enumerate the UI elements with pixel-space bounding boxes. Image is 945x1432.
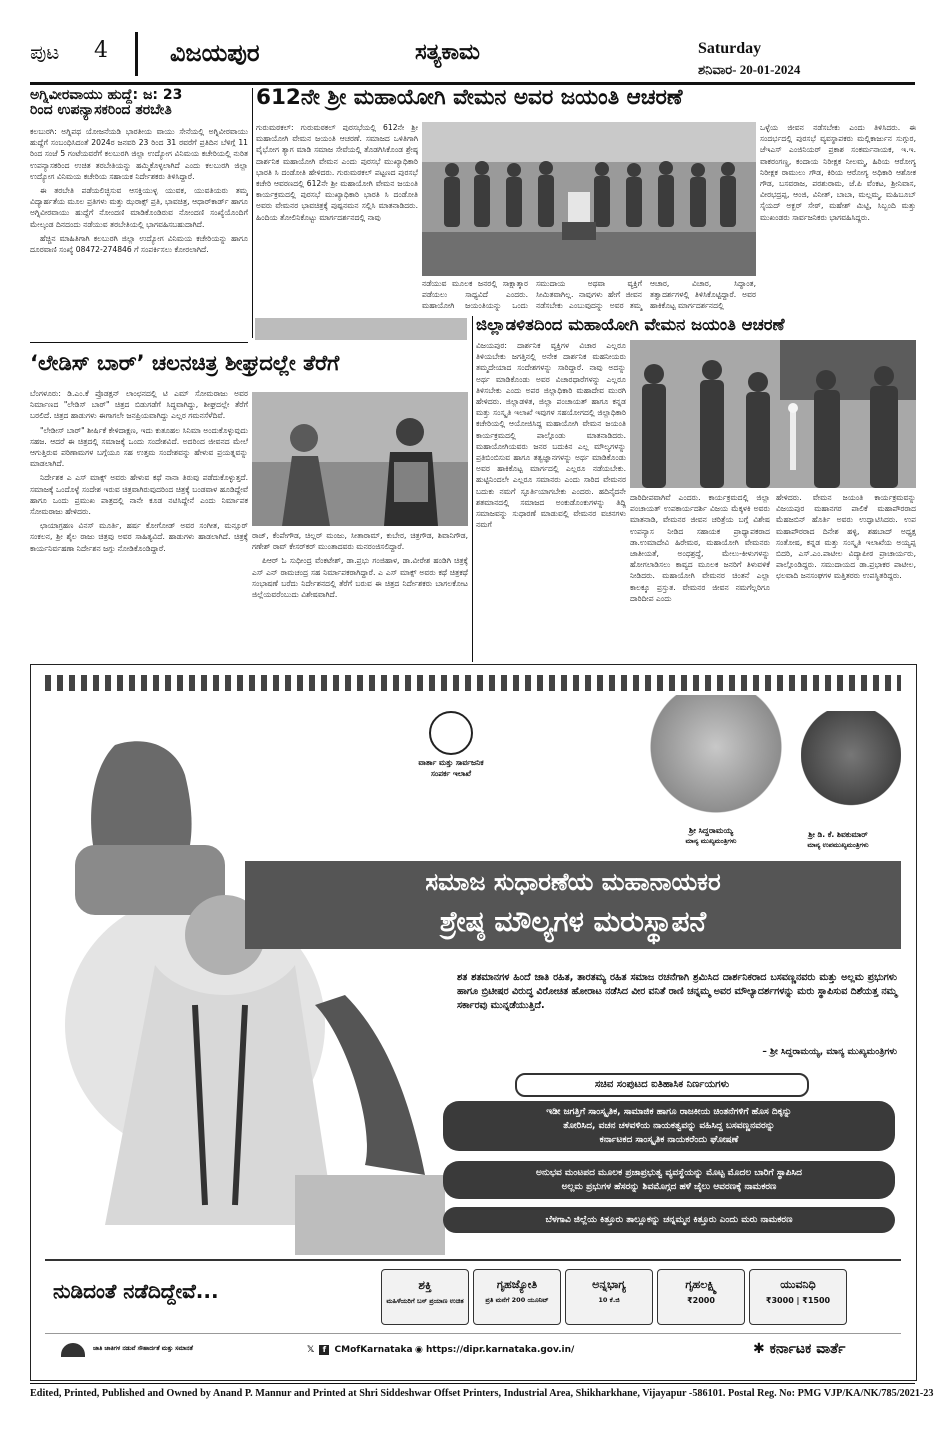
brand-star-icon: ✱	[753, 1341, 765, 1357]
ladies-bar-photo	[252, 392, 468, 526]
scheme-name: ಗೃಹಜ್ಯೋತಿ	[496, 1278, 538, 1291]
reformers-illustration	[45, 705, 465, 1265]
column-rule	[252, 88, 253, 338]
column-rule	[30, 342, 248, 343]
scheme-name: ಗೃಹಲಕ್ಷ್ಮಿ	[685, 1278, 717, 1291]
cm-quote: ಶತ ಶತಮಾನಗಳ ಹಿಂದೆ ಜಾತಿ ರಹಿತ, ತಾರತಮ್ಯ ರಹಿತ ಸಮಾಜ ರಚನೆಗಾಗಿ ಶ್ರಮಿಸಿದ ದಾರ್ಶನಿಕರಾದ ಬಸವಣ್ಣನವರು ಮತ್ತು ಅಲ್ಲಮ ಪ್ರಭುಗಳು ಹಾಗೂ ಬ್ರಿಟೀಷರ ವಿರುದ್ಧ ವಿರೋಚಿತ ಹೋರಾಟ ನಡೆಸಿದ ವೀರ ವನಿತೆ ರಾಣಿ ಚನ್ನಮ್ಮ ಅವರ ಮೌಲ್ಯಾದರ್ಶಗಳನ್ನು ಮರು ಸ್ಥಾಪಿಸುವ ದಿಶೆಯತ್ತ ನಮ್ಮ ಸರ್ಕಾರವು ಮುನ್ನಡೆಯುತ್ತಿದೆ.	[457, 972, 897, 1011]
ladies-bar-para-1: ಬೆಂಗಳೂರು: ಡಿ.ಎಂ.ಕೆ ಪ್ರೊಡಕ್ಷನ್ ಲಾಂಛನದಲ್ಲಿ ಟಿ ಎಮ್ ಸೋಮರಾಜು ಅವರ ನಿರ್ಮಾಣದ "ಲೇಡಿಸ್ ಬಾರ್" ಚಿತ್ರದ ಬಿಡುಗಡೆಗೆ ಸಿದ್ಧವಾಗಿದ್ದು, ಶೀಘ್ರದಲ್ಲೇ ತೆರೆಗೆ ಬರಲಿದೆ. ಚಿತ್ರದ ಹಾಡುಗಳು ಈಗಾಗಲೇ ಜನಪ್ರಿಯವಾಗಿದ್ದು ಎಲ್ಲರ ಗಮನಸೆಳೆದಿವೆ.	[30, 389, 248, 421]
ladies-bar-body	[30, 388, 248, 660]
ladies-bar-below-photo-1: ರಾಜ್, ಕೆಂಪೇಗೌಡ, ಚಿಲ್ಲರ್ ಮಂಜು, ಸೀತಾರಾಮ್, ಕುಬೇರ, ಚಿತ್ರಗೌಡ, ಶಿವಾನಿಗೌಡ, ಗಣೇಶ್ ರಾವ್ ಕೇಸರ್‌ಕರ್ ಮುಂತಾದವರು ಮನರಂಜಿಸಲಿದ್ದಾರೆ.	[252, 531, 468, 552]
masthead-divider	[135, 32, 138, 76]
decorative-border-top	[45, 675, 901, 691]
vemana-under-photo: ನಡೆಯುವ ಮೂಲಕ ಜನರಲ್ಲಿ ಸಾಕ್ಷಾತ್ಕಾರ ಪಡೆಯಲು ಸಾಧ್ಯವಿದೆ ಎಂದರು. ಮಹಾಯೋಗಿ ಜಯಂತಿಯನ್ನು ಒಂದು ಸಮುದಾಯ ಅಥವಾ ವ್ಯಕ್ತಿಗೆ ಸೀಮಿತವಾಗಿಲ್ಲ. ನಾವುಗಳು ಹೇಗೆ ಜೀವನ ನಡೆಸಬೇಕು ಎಂಬುವುದನ್ನು ಅವರ ತಮ್ಮ ಆಚಾರ, ವಿಚಾರ, ಸಿದ್ಧಾಂತ, ತತ್ವಾದರ್ಶಗಳಲ್ಲಿ ತಿಳಿಸಿಕೊಟ್ಟಿದ್ದಾರೆ. ಅವರ ಹಾಕಿಕೊಟ್ಟ ಮಾರ್ಗದರ್ಶನದಲ್ಲಿ	[422, 279, 756, 311]
dcm-caption	[773, 829, 903, 851]
dcm-name: ಶ್ರೀ ಡಿ. ಕೆ. ಶಿವಕುಮಾರ್	[808, 830, 868, 839]
brand-name: ಕರ್ನಾಟಕ ವಾರ್ತೆ	[769, 1341, 846, 1357]
dcm-portrait	[801, 711, 901, 821]
department-name-line-1: ವಾರ್ತಾ ಮತ್ತು ಸಾರ್ವಜನಿಕ	[418, 758, 484, 767]
website	[415, 1345, 574, 1355]
footer-note: ಜಾತಿ ಜಾತಿಗಳ ನಡುವೆ ಸೌಹಾರ್ದತೆ ಮತ್ತು ಸಮಾನತೆ	[93, 1345, 193, 1352]
ladies-bar-headline: ‘ಲೇಡಿಸ್ ಬಾರ್’ ಚಲನಚಿತ್ರ ಶೀಘ್ರದಲ್ಲೇ ತೆರೆಗೆ	[30, 351, 340, 375]
paper-name: ಸತ್ಯಕಾಮ	[415, 39, 480, 65]
cm-caption	[631, 825, 791, 847]
brand-mark	[753, 1341, 845, 1357]
day-english: Saturday	[698, 40, 762, 57]
column-rule	[472, 316, 473, 662]
scheme-logo-gruhalakshmi	[657, 1269, 745, 1325]
decision-card-1	[443, 1101, 895, 1151]
district-headline: ಜಿಲ್ಲಾಡಳಿತದಿಂದ ಮಹಾಯೋಗಿ ವೇಮನ ಜಯಂತಿ ಆಚರಣೆ	[476, 315, 785, 334]
decision-1-line-1: ಇಡೀ ಜಗತ್ತಿಗೆ ಸಾಂಸ್ಕೃತಿಕ, ಸಾಮಾಜಿಕ ಹಾಗೂ ರಾಜಕೀಯ ಚಿಂತನೆಗಳಿಗೆ ಹೊಸ ದಿಕ್ಕನ್ನು	[546, 1107, 792, 1117]
dcm-title: ಮಾನ್ಯ ಉಪಮುಖ್ಯಮಂತ್ರಿಗಳು	[807, 841, 869, 849]
cm-portrait	[641, 695, 791, 825]
cm-name: ಶ್ರೀ ಸಿದ್ದರಾಮಯ್ಯ	[688, 826, 734, 835]
scheme-sub: ₹2000	[687, 1296, 715, 1305]
agniveer-para-2: ಈ ತರಬೇತಿ ಪಡೆಯಲಿಚ್ಛಿಸುವ ಆಸಕ್ತಿಯುಳ್ಳ ಯುವಕ, ಯುವತಿಯರು ತಮ್ಮ ವಿದ್ಯಾರ್ಹತೆಯ ಮೂಲ ಪ್ರತಿಗಳು ಮತ್ತು ಝರಾಕ್ಸ್ ಪ್ರತಿ, ಭಾವಚಿತ್ರ, ಆಧಾರ್‌ಕಾರ್ಡ್ ಹಾಗೂ ಅಗ್ನಿವೀರವಾಯು ಹುದ್ದೆಗೆ ನೋಂದಣಿ ಮಾಡಿಕೊಂಡಿರುವ ನೋಂದಣಿ ಸಂಖ್ಯೆಯೊಂದಿಗೆ ಮೇಲ್ಕಂಡ ದಿನದಂದು ನಡೆಯುವ ತರಬೇತಿಯಲ್ಲಿ ಭಾಗವಹಿಸಬಹುದಾಗಿದೆ.	[30, 186, 248, 229]
footer-rule	[45, 1333, 901, 1334]
district-col-2: ದಾರಿದೀಪವಾಗಿವೆ ಎಂದರು. ಕಾರ್ಯಕ್ರಮದಲ್ಲಿ ಜಿಲ್ಲಾ ಪಂಚಾಯತ್ ಉಪಕಾರ್ಯದರ್ಶಿ ವಿಜಯ ಮೆಕ್ಕಳಕಿ ಅವರು ಮಾತನಾಡಿ, ವೇಮನರ ಜೀವನ ಚರಿತ್ರೆಯ ಬಗ್ಗೆ ವಿಶೇಷ ಉಪನ್ಯಾಸ ನೀಡಿದ ಸಹಾಯಕ ಪ್ರಾಧ್ಯಾಪಕರಾದ ಡಾ.ಉಮಾದೇವಿ ಹಿರೇಮಠ, ಮಹಾಯೋಗಿ ವೇಮನರು ಜಾತೀಯತೆ, ಅಂಧಶ್ರದ್ಧೆ, ಮೇಲು-ಕೀಳುಗಳನ್ನು ಹೋಗಲಾಡಿಸಲು ಕಾವ್ಯದ ಮೂಲಕ ಜನರಿಗೆ ತಿಳುವಳಿಕೆ ನೀಡಿದರು. ಮಹಾಯೋಗಿ ವೇಮನರ ಚಿಂತನೆ ಎಲ್ಲಾ ಕಾಲಕ್ಕೂ ಪ್ರಸ್ತುತ. ವೇಮನರ ಜೀವನ ನಮಗೆಲ್ಲರಿಗೂ ದಾರಿದೀಪ ಎಂದು	[630, 493, 770, 603]
scheme-sub: ₹3000 | ₹1500	[765, 1296, 831, 1305]
quote-attribution: – ಶ್ರೀ ಸಿದ್ದರಾಮಯ್ಯ, ಮಾನ್ಯ ಮುಖ್ಯಮಂತ್ರಿಗಳು	[762, 1047, 897, 1057]
movie-still-illustration	[252, 392, 468, 526]
imprint-rule	[30, 1383, 915, 1384]
agniveer-para-3: ಹೆಚ್ಚಿನ ಮಾಹಿತಿಗಾಗಿ ಕಲಬುರಗಿ ಜಿಲ್ಲಾ ಉದ್ಯೋಗ ವಿನಿಮಯ ಕಚೇರಿಯನ್ನು ಹಾಗೂ ದೂರವಾಣಿ ಸಂಖ್ಯೆ 08472-274846 ಗೆ ಸಂಪರ್ಕಿಸಲು ಕೋರಲಾಗಿದೆ.	[30, 233, 248, 255]
facebook-icon: f	[319, 1345, 329, 1355]
masthead	[30, 30, 915, 82]
decision-3-line-1: ಬೆಳಗಾವಿ ಜಿಲ್ಲೆಯ ಕಿತ್ತೂರು ತಾಲ್ಲೂಕನ್ನು ಚನ್ನಮ್ಮನ ಕಿತ್ತೂರು ಎಂದು ಮರು ನಾಮಕರಣ	[545, 1215, 793, 1225]
decision-1-line-2: ತೋರಿಸಿದ, ವಚನ ಚಳವಳಿಯ ನಾಯಕತ್ವವನ್ನು ವಹಿಸಿದ್ದ ಬಸವಣ್ಣನವರನ್ನು	[563, 1121, 775, 1131]
scheme-name: ಯುವನಿಧಿ	[780, 1278, 816, 1291]
scheme-sub: ಮಹಿಳೆಯರಿಗೆ ಬಸ್ ಪ್ರಯಾಣ ಉಚಿತ	[386, 1297, 464, 1305]
agniveer-headline-line-2: ರಿಂದ ಉಪನ್ಯಾಸಕರಿಂದ ತರಬೇತಿ	[30, 102, 172, 119]
department-name-line-2: ಸಂಪರ್ಕ ಇಲಾಖೆ	[430, 769, 472, 778]
group-photo-illustration	[422, 122, 756, 276]
scheme-name: ಅನ್ನಭಾಗ್ಯ	[592, 1278, 626, 1291]
vemana-col-4: ಒಳ್ಳೆಯ ಜೀವನ ನಡೆಸಬೇಕು ಎಂದು ತಿಳಿಸಿದರು. ಈ ಸಂದರ್ಭದಲ್ಲಿ ಪುರಸಭೆ ವ್ಯವಸ್ಥಾಪಕರು ಮಲ್ಲಿಕಾರ್ಜುನ ಸುಗ್ಗುರ, ಜೆಇಎಸ್ ಎಂಜಿನಿಯರ್ ಪ್ರಕಾಶ ಸಂಕರ್ಮನಾಯಕ, ಇ.ಇ. ವಾಕರಂಗಣ್ಣ, ಕಂದಾಯ ನಿರೀಕ್ಷಕ ನೀಲಮ್ಮ, ಹಿರಿಯ ಆರೋಗ್ಯ ನಿರೀಕ್ಷಕ ರಾಮುಲು ಗೌಡ, ಕಿರಿಯ ಆರೋಗ್ಯ ಅಧಿಕಾರಿ ಆಶೋಕ ಗೌಡ, ಬಸವರಾಜ, ಪರಶುರಾಮ, ಜೆ.ಪಿ ವೆಂಕಟ, ಶ್ರೀನಿವಾಸ, ವೀರಭದ್ರಪ್ಪ, ಆಂಜಿ, ವಿನೀತ್, ಬಾಬಾ, ಮಲ್ಲಮ್ಮ, ಮಹಿಬೂಬ್ ಸೈಯದ್ ಅಕ್ಬರ್ ಸೇಠ್, ಮಹೇಶ್ ಮಿಟ್ಟಿ, ಸಿಬ್ಬಂದಿ ಮತ್ತು ಮುಖಂಡರು ಸಾರ್ವಜನಿಕರು ಭಾಗವಹಿಸಿದ್ದರು.	[760, 123, 916, 222]
vemana-photo	[422, 122, 756, 276]
lamp-lighting-photo-illustration	[630, 340, 916, 488]
agniveer-headline	[30, 88, 248, 119]
imprint-line: Edited, Printed, Published and Owned by Anand P. Mannur and Printed at Shri Siddeshwar Offset Printers, Industrial Area, Shikharkhane, Vijayapur -586101. Postal Reg. No: PMG VJP/KA/NK/785/2021-23	[30, 1388, 934, 1399]
decision-2-line-2: ಅಲ್ಲಮ ಪ್ರಭುಗಳ ಹೆಸರನ್ನು ಶಿವಮೊಗ್ಗದ ಹಳೆ ಜೈಲು ಆವರಣಕ್ಕೆ ನಾಮಕರಣ	[561, 1182, 777, 1192]
ladies-bar-below-photo	[252, 530, 468, 660]
scheme-sub: ಪ್ರತಿ ಮನೆಗೆ 200 ಯೂನಿಟ್	[485, 1296, 549, 1304]
ladies-bar-para-4: ಛಾಯಾಗ್ರಹಣ ವಿನಸ್ ಮೂರ್ತಿ, ಹರ್ಷ ಕೋಗೋಡ್ ಅವರ ಸಂಗೀತ, ಮನ್ಸೂರ್ ಸಂಕಲನ, ಶ್ರೀ ಶೈಲ ರಾಜು ಚಿತ್ರವು ಅವರ ಸಾಹಿತ್ಯವಿದೆ. ಹಾಡುಗಳು ಹಾಡಲಾಗಿದೆ. ಚಿತ್ರಕ್ಕೆ ಕಾರ್ಯನಿರ್ವಹಣಾ ನಿರ್ದೇಶನ ಜಗ್ಗು ನೋಡಿಕೊಂಡಿದ್ದಾರೆ.	[30, 521, 248, 553]
agniveer-body	[30, 126, 248, 338]
website-url: https://dipr.karnataka.gov.in/	[426, 1345, 575, 1355]
decision-2-line-1: ಅನುಭವ ಮಂಟಪದ ಮೂಲಕ ಪ್ರಜಾಪ್ರಭುತ್ವ ವ್ಯವಸ್ಥೆಯನ್ನು ಮೊಟ್ಟ ಮೊದಲ ಬಾರಿಗೆ ಸ್ಥಾಪಿಸಿದ	[536, 1168, 802, 1178]
cm-title: ಮಾನ್ಯ ಮುಖ್ಯಮಂತ್ರಿಗಳು	[685, 837, 737, 845]
vemana-headline: 612ನೇ ಶ್ರೀ ಮಹಾಯೋಗಿ ವೇಮನ ಅವರ ಜಯಂತಿ ಆಚರಣೆ	[256, 85, 683, 110]
scheme-logo-yuvanidhi	[749, 1269, 847, 1325]
ladies-bar-below-photo-2: ಪಿಆರ್ ಓ ಸುಧೀಂದ್ರ ವೆಂಕಟೇಶ್, ಡಾ.ಪ್ರಭು ಗಂಜಿಹಾಳ, ಡಾ.ವೀರೇಶ ಹಂಡಿಗಿ ಚಿತ್ರಕ್ಕೆ ಎಸ್ ಎನ್ ರಾಮಚಂದ್ರ ಸಹ ನಿರ್ಮಾಪಕರಾಗಿದ್ದಾರೆ. ಎ ಎಸ್ ಮಾಕ್ಸ್ ಅವರು ಕಥೆ ಚಿತ್ರಕಥೆ ಸಂಭಾಷಣೆ ಬರೆದು ನಿರ್ದೇಶನದಲ್ಲಿ ತೆರೆಗೆ ಬರುವ ಈ ಚಿತ್ರದ ನಿರ್ದೇಶಕರು ಬಾಗಲಕೋಟ ಜಿಲ್ಲೆಯವರೆಂಬುದು ವಿಶೇಷವಾಗಿದೆ.	[252, 556, 468, 600]
decision-card-3	[443, 1207, 895, 1233]
ladies-bar-para-3: ನಿರ್ದೇಶಕ ಎ ಎಸ್ ಮಾಕ್ಸ್ ಅವರು ಹೇಳುವ ಕಥೆ ನಾನಾ ತಿರುವು ಪಡೆದುಕೊಳ್ಳುತ್ತದೆ. ಸಮಾಜಕ್ಕೆ ಒಂದೊಳ್ಳೆ ಸಂದೇಶ ಇರುವ ಚಿತ್ರವಾಗಿರುವುದರಿಂದ ಚಿತ್ರಕ್ಕೆ ಬಂಡವಾಳ ಹೂಡಿದ್ದೇವೆ ಹಾಗೂ ಒಂದು ಪ್ರಮುಖ ಪಾತ್ರದಲ್ಲಿ ನಾನೇ ಕೂಡ ನಟಿಸಿದ್ದೇನೆ ಎಂದು ನಿರ್ಮಾಪಕ ಸೋಮರಾಜು ಹೇಳಿದರು.	[30, 473, 248, 517]
decision-card-2	[443, 1161, 895, 1199]
headline-banner	[245, 861, 901, 949]
decision-1-line-3: ಕರ್ನಾಟಕದ ಸಾಂಸ್ಕೃತಿಕ ನಾಯಕರೆಂದು ಘೋಷಣೆ	[599, 1135, 739, 1145]
tagline: ನುಡಿದಂತೆ ನಡೆದಿದ್ದೇವೆ...	[53, 1279, 219, 1303]
vidhana-soudha-icon	[61, 1343, 85, 1357]
agniveer-para-1: ಕಲಬುರಗಿ: ಅಗ್ನಿಪಥ ಯೋಜನೆಯಡಿ ಭಾರತೀಯ ವಾಯು ಸೇನೆಯಲ್ಲಿ ಅಗ್ನಿವೀರವಾಯು ಹುದ್ದೆಗೆ ಸಂಬಂಧಿಸಿದಂತೆ 2024ರ ಜನವರಿ 23 ರಿಂದ 31 ರವರೆಗೆ ಪ್ರತಿದಿನ ಬೆಳಿಗ್ಗೆ 11 ರಿಂದ ಸಂಜೆ 5 ಗಂಟೆಯವರೆಗೆ ಕಲಬುರಗಿ ಜಿಲ್ಲಾ ಉದ್ಯೋಗ ವಿನಿಮಯ ಕಚೇರಿಯಲ್ಲಿ ನುರಿತ ಉಪನ್ಯಾಸಕರಿಂದ ಉಚಿತ ತರಬೇತಿಯನ್ನು ಹಮ್ಮಿಕೊಳ್ಳಲಾಗಿದೆ ಎಂದು ಕಲಬುರಗಿ ಜಿಲ್ಲಾ ಉದ್ಯೋಗ ವಿನಿಮಯ ಕಚೇರಿಯ ಸಹಾಯಕ ನಿರ್ದೇಶಕರು ತಿಳಿಸಿದ್ದಾರೆ.	[30, 127, 248, 181]
scheme-logo-gruhajyothi	[473, 1269, 561, 1325]
page-label: ಪುಟ	[30, 40, 60, 64]
district-photo	[630, 340, 916, 488]
page-number: 4	[94, 38, 108, 63]
city-name: ವಿಜಯಪುರ	[170, 38, 260, 67]
scheme-name: ಶಕ್ತಿ	[418, 1278, 432, 1292]
scheme-logo-annabhagya	[565, 1269, 653, 1325]
banner-line-1: ಸಮಾಜ ಸುಧಾರಣೆಯ ಮಹಾನಾಯಕರ	[425, 868, 721, 896]
decisions-title: ಸಚಿವ ಸಂಪುಟದ ಐತಿಹಾಸಿಕ ನಿರ್ಣಯಗಳು	[515, 1073, 809, 1097]
social-handle-text: CMofKarnataka	[334, 1345, 413, 1355]
globe-icon: ◉	[415, 1345, 423, 1355]
government-advertisement	[30, 664, 917, 1381]
x-icon: 𝕏	[307, 1345, 315, 1355]
vemana-col-1: ಗುರುಮಠಕಲ್: ಗುರುಮಠಕಲ್ ಪುರಸಭೆಯಲ್ಲಿ 612ನೇ ಶ್ರೀ ಮಹಾಯೋಗಿ ವೇಮನ ಜಯಂತಿ ಆಚರಣೆ. ಸಮಾಜದ ಒಳಿತಿಗಾಗಿ ವೈಭೋಗ ತ್ಯಾಗ ಮಾಡಿ ಸಮಾಜ ಸೇವೆಯಲ್ಲಿ ತೊಡಗಿಸಿಕೊಂಡ ಶ್ರೇಷ್ಠ ದಾರ್ಶನಿಕ ಮಹಾಯೋಗಿ ವೇಮನ ಎಂದು ಪುರಸಭೆ ಮುಖ್ಯಾಧಿಕಾರಿ ಭಾರತಿ ಸಿ ದಂಡೋತಿ ಹೇಳಿದರು. ಗುರುಮಠಕಲ್ ಪಟ್ಟಣದ ಪುರಸಭೆ ಕಚೇರಿ ಆವರಣದಲ್ಲಿ 612ನೇ ಶ್ರೀ ಮಹಾಯೋಗಿ ವೇಮನ ಜಯಂತಿ ಕಾರ್ಯಕ್ರಮದಲ್ಲಿ ಪುರಸಭೆ ಮುಖ್ಯಾಧಿಕಾರಿ ಭಾರತಿ ಸಿ ದಂಡೋತಿ ಅವರು ವೇಮನರ ಭಾವಚಿತ್ರಕ್ಕೆ ಪುಷ್ಪನಮನ ಸಲ್ಲಿಸಿ ಮಾತನಾಡಿದರು. ಹಿಂದಿಯ ತೋಲಿನಿಕೊಟ್ಟು ಮಾರ್ಗದರ್ಶನದಲ್ಲಿ ನಾವು	[256, 123, 418, 222]
district-col-1: ವಿಜಯಪುರ: ದಾರ್ಶನಿಕ ವ್ಯಕ್ತಿಗಳ ವಿಚಾರ ಎಲ್ಲರೂ ತಿಳಿಯಬೇಕು ಜಗತ್ತಿನಲ್ಲಿ ಅನೇಕ ದಾರ್ಶನಿಕ ಮಹನೀಯರು ತಮ್ಮದೇಯಾದ ಸಂದೇಶಗಳನ್ನು ಸಾರಿದ್ದಾರೆ. ನಾವು ಅದನ್ನು ಅರ್ಥ ಮಾಡಿಕೊಂಡು ಅವರ ವಿಚಾರಧಾರೆಗಳನ್ನು ಎಲ್ಲರೂ ತಿಳಿಸಬೇಕು ಎಂದು ಅಪರ ಜಿಲ್ಲಾಧಿಕಾರಿ ಮಹಾದೇವ ಮುರಗಿ ಹೇಳಿದರು. ಜಿಲ್ಲಾಡಳಿತ, ಜಿಲ್ಲಾ ಪಂಚಾಯತ್ ಹಾಗೂ ಕನ್ನಡ ಮತ್ತು ಸಂಸ್ಕೃತಿ ಇಲಾಖೆ ಇವುಗಳ ಸಹಯೋಗದಲ್ಲಿ ಜಿಲ್ಲಾಧಿಕಾರಿ ಕಚೇರಿಯಲ್ಲಿ ಆಯೋಜಿಸಿದ್ದ ಮಹಾಯೋಗಿ ವೇಮನ ಜಯಂತಿ ಕಾರ್ಯಕ್ರಮದಲ್ಲಿ ಪಾಲ್ಗೊಂಡು ಮಾತನಾಡಿದರು. ಮಹಾಯೋಗಿಯವರು ಜನರ ಬದುಕಿನ ಎಲ್ಲ ಮೌಲ್ಯಗಳನ್ನು ಪ್ರತಿಬಿಂಬಿಸುವ ಹಾಗೂ ತತ್ವಜ್ಞಾನಗಳನ್ನು ಅರ್ಥ ಮಾಡಿಕೊಂಡು ಅವರ ಹಾಕಿಕೊಟ್ಟ ಮಾರ್ಗದಲ್ಲಿ ಎಲ್ಲರೂ ನಡೆಯಬೇಕು. ಹುಟ್ಟಿನಿಂದಲೇ ಎಲ್ಲರೂ ಸಮಾನರು ಎಂದು ಸಾರಿದ ವೇಮನರ ಬದುಕು ನಮಗೆ ಸ್ಫೂರ್ತಿಯಾಗಬೇಕು ಎಂದರು. ಹದಿನೈದನೇ ಶತಮಾನದಲ್ಲಿ ಸಮಾಜದ ಅಂಕುಡೊಂಕುಗಳನ್ನು ತಿದ್ದಿ ಸಮಾಜವನ್ನು ಸುಧಾರಣೆ ಮಾಡುವಲ್ಲಿ ವೇಮನರ ವಚನಗಳು ನಮಗೆ	[476, 341, 626, 530]
social-handle	[307, 1345, 413, 1355]
ladies-bar-para-2: "ಲೇಡೀಸ್ ಬಾರ್" ಶೀರ್ಷಿಕೆ ಕೇಳಿದಾಕ್ಷಣ, ಇದು ಕುತೂಹಲ ಸಿನಿಮಾ ಅಂದುಕೊಳ್ಳುವುದು ಸಹಜ. ಆದರೆ ಈ ಚಿತ್ರದಲ್ಲಿ ಸಮಾಜಕ್ಕೆ ಒಂದು ಸಂದೇಶವಿದೆ. ಅದರಿಂದ ಜೀವನದ ಮೇಲೆ ಆಗುತ್ತಿರುವ ಪರಿಣಾಮಗಳ ಬಗ್ಗೆಯೂ ಸಹ ಉತ್ತಮ ಸಂದೇಶವನ್ನು ಹೇಳುವ ಪ್ರಯತ್ನವನ್ನು ಮಾಡಲಾಗಿದೆ.	[30, 425, 248, 469]
agniveer-headline-line-1: ಅಗ್ನಿವೀರವಾಯು ಹುದ್ದೆ: ಜ: 23	[30, 87, 183, 103]
scheme-sub: 10 ಕೆ.ಜಿ	[598, 1296, 620, 1304]
blank-box	[255, 318, 467, 340]
district-col-3: ಹೇಳಿದರು. ವೇಮನ ಜಯಂತಿ ಕಾರ್ಯಕ್ರಮವನ್ನು ವಿಜಯಪುರ ಮಹಾನಗರ ಪಾಲಿಕೆ ಮಹಾಪೌರರಾದ ಮೆಹಜಬಿನ್ ಹೊರ್ತಿ ಅವರು ಉದ್ಘಾಟಿಸಿದರು. ಉಪ ಮಹಾಪೌರರಾದ ದಿನೇಶ ಹಳ್ಳಿ, ಶಹಬಾದ್ ಅಧ್ಯಕ್ಷ ಸಂತೋಷ, ಕನ್ನಡ ಮತ್ತು ಸಂಸ್ಕೃತಿ ಇಲಾಖೆಯ ಅಯ್ಯಪ್ಪ ಬಿದರಿ, ಎಸ್.ಎಂ.ಪಾಟೀಲ ವಿದ್ಯಾಪೀಠ ಪ್ರಾಚಾರ್ಯರು, ಪಾಲ್ಗೊಂಡಿದ್ದರು. ಸಮುದಾಯದ ಡಾ.ಪ್ರಭಾಕರ ಪಾಟೀಲ, ಛಲವಾದಿ ಜನಸಂಘಗಳ ಮತ್ತಿತರರು ಉಪಸ್ಥಿತರಿದ್ದರು.	[776, 493, 916, 581]
banner-line-2: ಶ್ರೇಷ್ಠ ಮೌಲ್ಯಗಳ ಮರುಸ್ಥಾಪನೆ	[439, 905, 707, 938]
date-kannada: ಶನಿವಾರ- 20-01-2024	[698, 62, 801, 77]
scheme-logo-shakti	[381, 1269, 469, 1325]
